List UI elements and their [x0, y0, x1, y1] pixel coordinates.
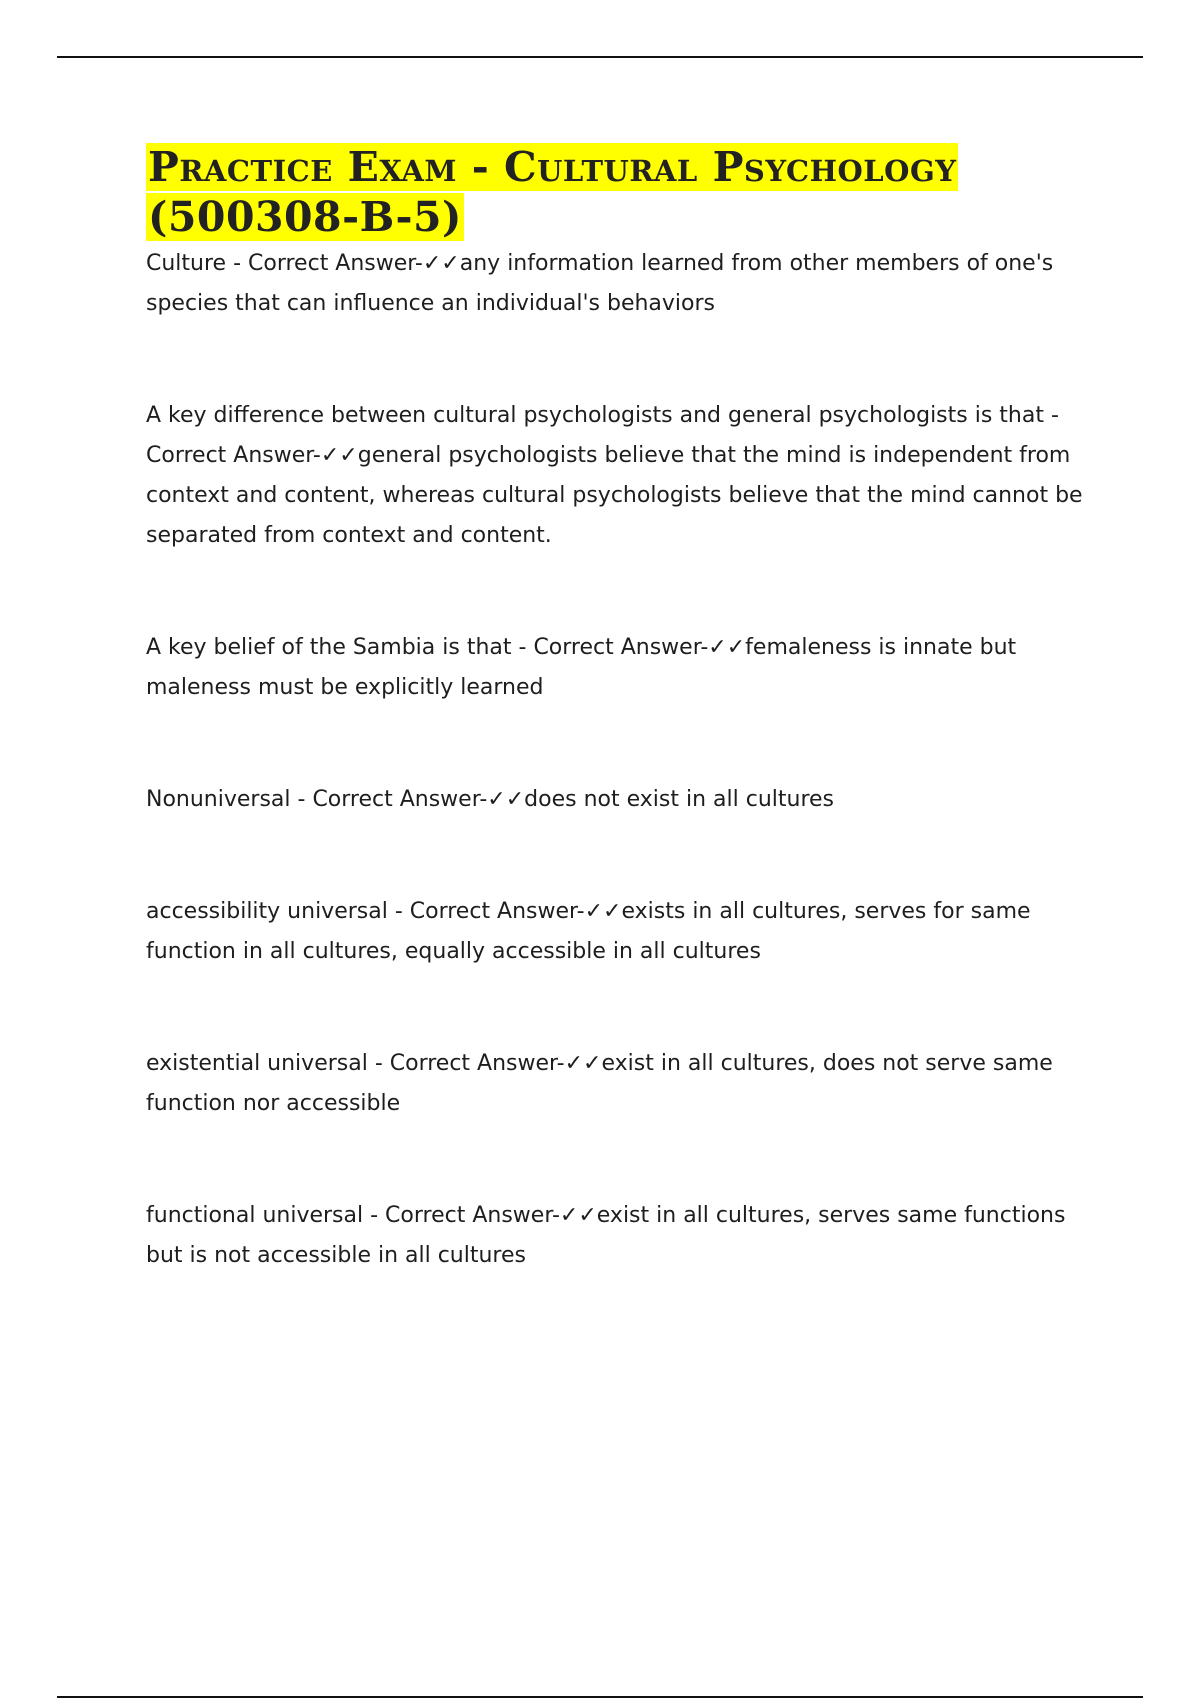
question-text: Nonuniversal [146, 787, 291, 812]
double-check-icon: ✓✓ [422, 251, 460, 276]
header-rule [57, 56, 1143, 58]
document-title [146, 142, 1106, 242]
double-check-icon: ✓✓ [584, 899, 622, 924]
qa-item [146, 1044, 1106, 1124]
question-text: A key belief of the Sambia is that [146, 635, 512, 660]
answer-separator: - Correct Answer- [363, 1203, 560, 1228]
answer-separator: - Correct Answer- [387, 899, 585, 924]
answer-separator: - Correct Answer- [367, 1051, 565, 1076]
qa-item [146, 628, 1106, 708]
qa-item [146, 244, 1106, 324]
answer-text: exist in all cultures, does not serve same function nor accessible [146, 1051, 1053, 1116]
double-check-icon: ✓✓ [559, 1203, 597, 1228]
double-check-icon: ✓✓ [708, 635, 746, 660]
answer-separator: - Correct Answer- [290, 787, 488, 812]
question-text: A key difference between cultural psychologists and general psychologists is that [146, 403, 1044, 428]
answer-separator: - Correct Answer- [511, 635, 709, 660]
question-text: accessibility universal [146, 899, 388, 924]
answer-separator: - Correct Answer- [226, 251, 423, 276]
footer-rule [57, 1696, 1143, 1698]
answer-text: general psychologists believe that the mind is independent from context and content, whereas cultural psychologists believe that the mind cannot be separated from context and content. [146, 443, 1083, 548]
answer-text: any information learned from other members of one's species that can influence an individual's behaviors [146, 251, 1054, 316]
answer-text: exists in all cultures, serves for same function in all cultures, equally accessible in all cultures [146, 899, 1031, 964]
qa-item [146, 1196, 1106, 1276]
answer-text: does not exist in all cultures [524, 787, 834, 812]
qa-item [146, 396, 1106, 556]
qa-list [146, 244, 1106, 1276]
document-body [146, 142, 1106, 1276]
double-check-icon: ✓✓ [564, 1051, 602, 1076]
double-check-icon: ✓✓ [487, 787, 525, 812]
question-text: existential universal [146, 1051, 368, 1076]
question-text: functional universal [146, 1203, 364, 1228]
answer-text: exist in all cultures, serves same functions but is not accessible in all cultures [146, 1203, 1066, 1268]
qa-item [146, 780, 1106, 820]
title-highlight: Practice Exam - Cultural Psychology (500308-B-5) [148, 143, 957, 241]
answer-text: femaleness is innate but maleness must be explicitly learned [146, 635, 1017, 700]
question-text: Culture [146, 251, 227, 276]
double-check-icon: ✓✓ [320, 443, 358, 468]
qa-item [146, 892, 1106, 972]
answer-separator: - Correct Answer- [146, 403, 1059, 468]
